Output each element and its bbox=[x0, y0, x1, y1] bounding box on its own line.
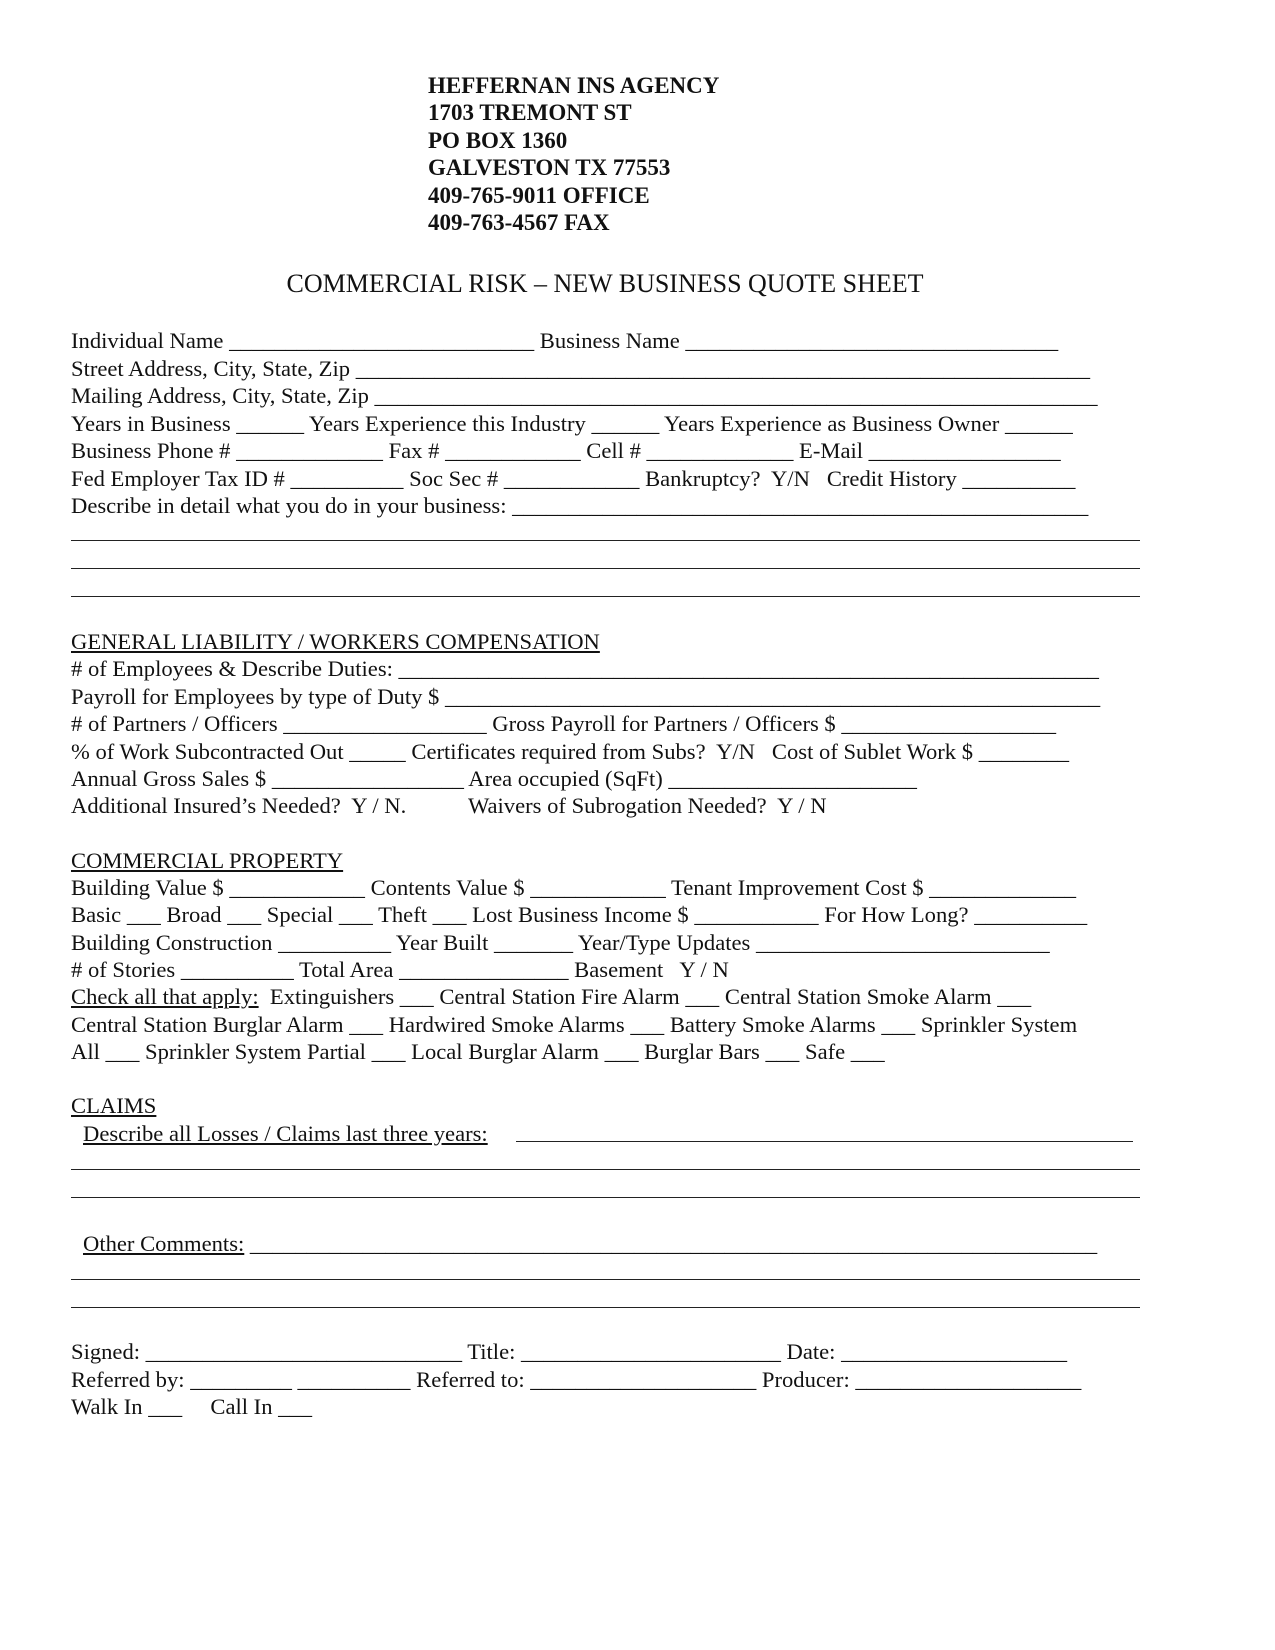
property-heading: COMMERCIAL PROPERTY bbox=[71, 848, 344, 873]
applicant-line-street[interactable]: Street Address, City, State, Zip _________________________________________________________________ bbox=[71, 356, 1090, 381]
applicant-line-describe[interactable]: Describe in detail what you do in your business: ___________________________________________________ bbox=[71, 493, 1089, 518]
describe-blank-line[interactable] bbox=[71, 540, 1140, 541]
agency-street: 1703 TREMONT ST bbox=[428, 100, 632, 125]
applicant-line-taxid[interactable]: Fed Employer Tax ID # __________ Soc Sec # ____________ Bankruptcy? Y/N Credit History __________ bbox=[71, 466, 1076, 491]
check-all-label: Check all that apply: bbox=[71, 984, 259, 1009]
gl-line-insured[interactable]: Additional Insured’s Needed? Y / N. Waivers of Subrogation Needed? Y / N bbox=[71, 793, 827, 818]
agency-pobox: PO BOX 1360 bbox=[428, 128, 568, 153]
property-check-line-1[interactable] bbox=[71, 983, 1031, 1010]
gl-line-employees[interactable]: # of Employees & Describe Duties: ______________________________________________________________ bbox=[71, 656, 1099, 681]
signature-line-signed[interactable]: Signed: ____________________________ Title: _______________________ Date: ____________________ bbox=[71, 1339, 1068, 1364]
check-items[interactable]: Extinguishers ___ Central Station Fire Alarm ___ Central Station Smoke Alarm ___ bbox=[258, 984, 1032, 1009]
describe-blank-line[interactable] bbox=[71, 596, 1140, 597]
applicant-line-mailing[interactable]: Mailing Address, City, State, Zip ________________________________________________________________ bbox=[71, 383, 1098, 408]
agency-name: HEFFERNAN INS AGENCY bbox=[428, 73, 720, 98]
claims-blank-line[interactable] bbox=[71, 1169, 1140, 1170]
gl-heading: GENERAL LIABILITY / WORKERS COMPENSATION bbox=[71, 629, 600, 654]
claims-blank-line[interactable] bbox=[71, 1197, 1140, 1198]
property-line-values[interactable]: Building Value $ ____________ Contents Value $ ____________ Tenant Improvement Cost $ _____________ bbox=[71, 875, 1077, 900]
agency-office-phone: 409-765-9011 OFFICE bbox=[428, 183, 650, 208]
property-check-line-3[interactable]: All ___ Sprinkler System Partial ___ Local Burglar Alarm ___ Burglar Bars ___ Safe ___ bbox=[71, 1039, 885, 1064]
comments-blank-line[interactable] bbox=[71, 1307, 1140, 1308]
signature-line-referred[interactable]: Referred by: _________ __________ Referred to: ____________________ Producer: ____________________ bbox=[71, 1367, 1082, 1392]
form-title: COMMERCIAL RISK – NEW BUSINESS QUOTE SHEET bbox=[286, 269, 924, 298]
describe-blank-line[interactable] bbox=[71, 568, 1140, 569]
other-comments-label: Other Comments: bbox=[83, 1231, 245, 1256]
applicant-line-names[interactable]: Individual Name ___________________________ Business Name _________________________________ bbox=[71, 328, 1059, 353]
applicant-line-phone[interactable]: Business Phone # _____________ Fax # ____________ Cell # _____________ E-Mail _________________ bbox=[71, 438, 1061, 463]
agency-city: GALVESTON TX 77553 bbox=[428, 155, 671, 180]
property-check-line-2[interactable]: Central Station Burglar Alarm ___ Hardwired Smoke Alarms ___ Battery Smoke Alarms ___ Sprinkler System bbox=[71, 1012, 1078, 1037]
agency-fax: 409-763-4567 FAX bbox=[428, 210, 610, 235]
claims-blank-line[interactable] bbox=[516, 1141, 1133, 1142]
property-line-stories[interactable]: # of Stories __________ Total Area _______________ Basement Y / N bbox=[71, 957, 729, 982]
signature-line-walkin[interactable]: Walk In ___ Call In ___ bbox=[71, 1394, 313, 1419]
applicant-line-years[interactable]: Years in Business ______ Years Experience this Industry ______ Years Experience as Business Owner ______ bbox=[71, 411, 1073, 436]
property-line-coverage[interactable]: Basic ___ Broad ___ Special ___ Theft ___ Lost Business Income $ ___________ For How Long? __________ bbox=[71, 902, 1088, 927]
gl-line-payroll[interactable]: Payroll for Employees by type of Duty $ __________________________________________________________ bbox=[71, 684, 1101, 709]
claims-heading: CLAIMS bbox=[71, 1093, 157, 1118]
comments-blank-line[interactable] bbox=[71, 1279, 1140, 1280]
other-comments-line[interactable] bbox=[83, 1230, 1097, 1257]
claims-label: Describe all Losses / Claims last three years: bbox=[83, 1121, 488, 1146]
gl-line-sales[interactable]: Annual Gross Sales $ _________________ Area occupied (SqFt) ______________________ bbox=[71, 766, 917, 791]
other-comments-blank[interactable]: ___________________________________________________________________________ bbox=[244, 1231, 1098, 1256]
gl-line-partners[interactable]: # of Partners / Officers __________________ Gross Payroll for Partners / Officers $ ___________________ bbox=[71, 711, 1057, 736]
gl-line-subcontracted[interactable]: % of Work Subcontracted Out _____ Certificates required from Subs? Y/N Cost of Sublet Work $ ________ bbox=[71, 739, 1070, 764]
property-line-construction[interactable]: Building Construction __________ Year Built _______ Year/Type Updates __________________________ bbox=[71, 930, 1050, 955]
